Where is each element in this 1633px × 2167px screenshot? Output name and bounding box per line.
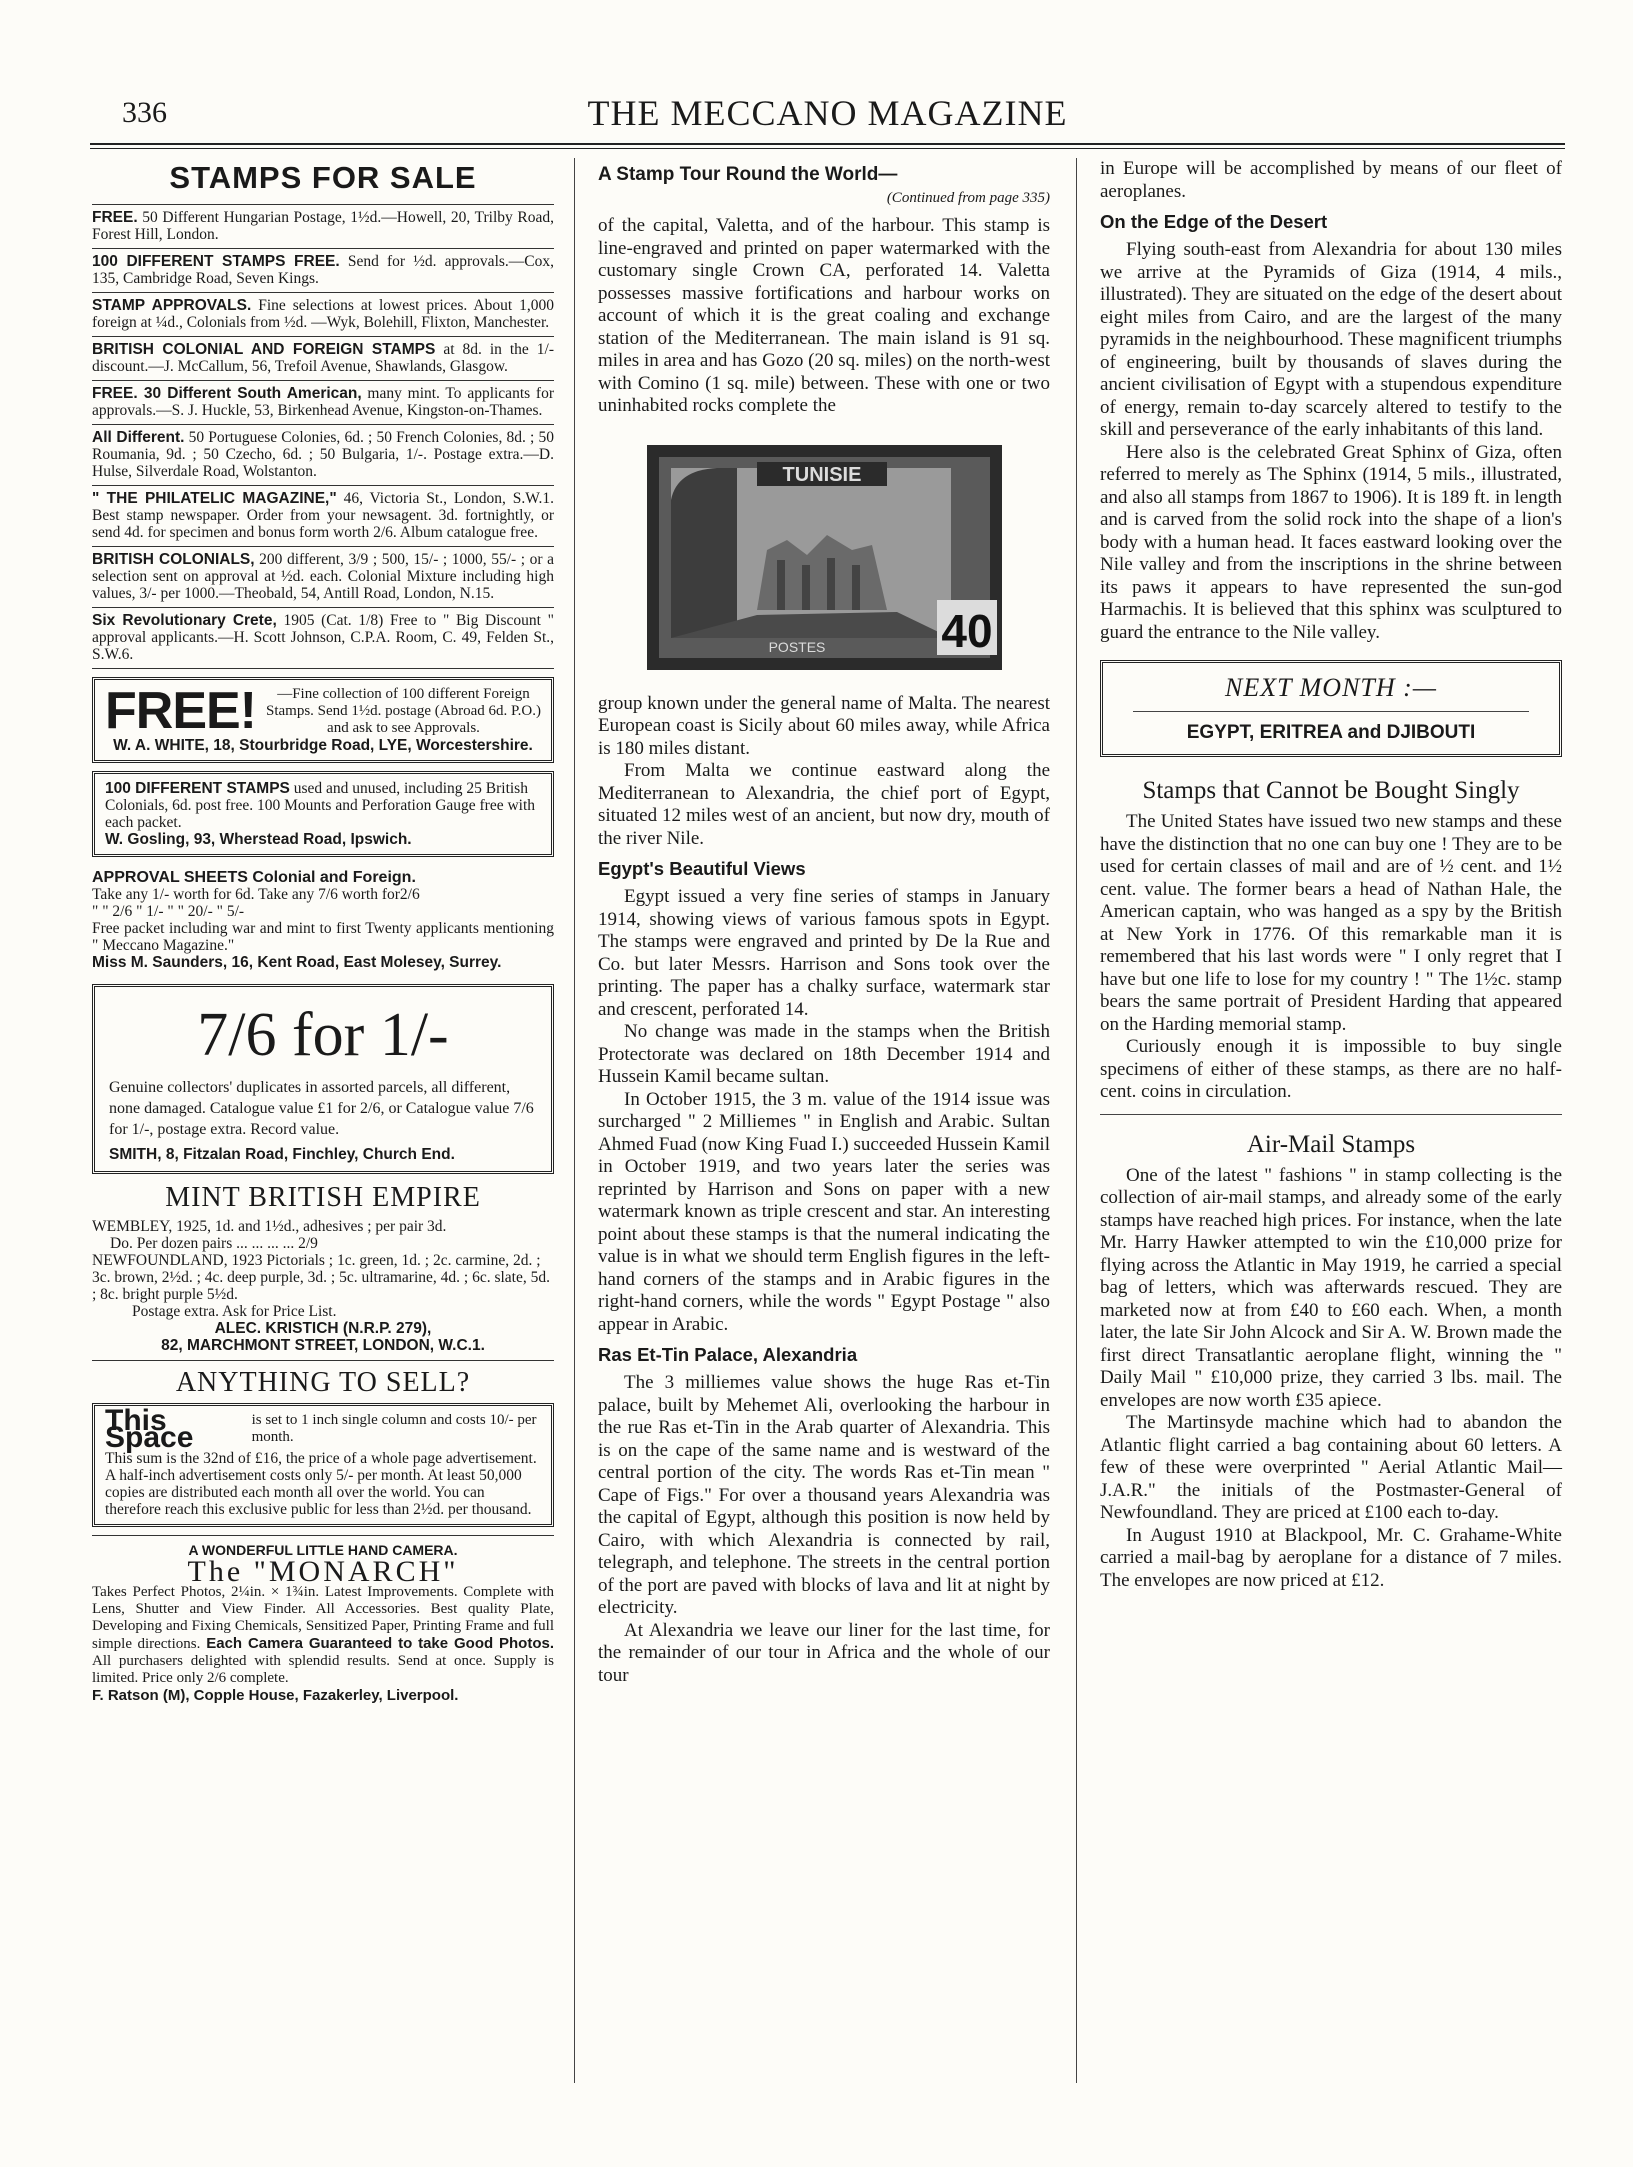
camera-title: The "MONARCH": [187, 1555, 459, 1588]
stamps-for-sale-title: STAMPS FOR SALE: [169, 160, 477, 195]
this-space-text: This sum is the 32nd of £16, the price of a whole page advertisement. A half-inch advertisement costs only 5/- per month. At least 50,000 copies are distributed each month all over the world. You can therefore reach this exclusive public for less than 2½d. per thousand.: [105, 1450, 537, 1518]
camera-address: F. Ratson (M), Copple House, Fazakerley, Liverpool.: [92, 1687, 459, 1704]
monarch-camera-ad: [92, 1535, 554, 1704]
mint-line: NEWFOUNDLAND, 1923 Pictorials ; 1c. green, 1d. ; 2c. carmine, 2d. ; 3c. brown, 2½d. ; 4c. deep purple, 3d. ; 5c. ultramarine, 4d. ; 6c. slate, 5d. ; 8c. bright purple 5½d.: [92, 1252, 550, 1303]
article-paragraph: From Malta we continue eastward along the Mediterranean to Alexandria, the chief port of Egypt, situated 12 miles west of an ancient, but now dry, mouth of the river Nile.: [598, 760, 1050, 849]
this-space-big: This Space: [105, 1404, 194, 1454]
seven-six-box-ad: [92, 984, 554, 1174]
ad-text: 200 different, 3/9 ; 500, 15/- ; 1000, 55/- ; or a selection sent on approval at ½d. each. Colonial Mixture including high values, 3/- per 1000.—Theobald, 54, Antill Road, London, N.15.: [92, 551, 554, 602]
stamp-top-text: TUNISIE: [782, 463, 861, 486]
approval-sheets-ad: [92, 865, 554, 976]
approval-line: " " 2/6 " 1/- " " 20/- " 5/-: [92, 903, 245, 920]
seven-six-headline: 7/6 for 1/-: [197, 1001, 449, 1069]
continued-note: (Continued from page 335): [886, 190, 1050, 206]
ad-lead: 100 DIFFERENT STAMPS: [105, 780, 290, 797]
ad-text: 50 Different Hungarian Postage, 1½d.—Howell, 20, Trilby Road, Forest Hill, London.: [92, 209, 554, 243]
ad-address: W. Gosling, 93, Wherstead Road, Ipswich.: [105, 831, 412, 848]
next-month-title: NEXT MONTH :—: [1133, 673, 1529, 712]
anything-title: ANYTHING TO SELL?: [175, 1367, 471, 1398]
ad-text: 46, Victoria St., London, S.W.1. Best stamp newspaper. Order from your newsagent. 3d. fortnightly, or send 4d. for specimen and bonus form worth 2/6. Album catalogue free.: [92, 490, 554, 541]
ad-text: many mint. To applicants for approvals.—S. J. Huckle, 53, Birkenhead Avenue, Kingston-on-Thames.: [92, 385, 554, 419]
ads-column: [92, 158, 554, 1704]
this-space-side: is set to 1 inch single column and costs 10/- per month.: [251, 1412, 537, 1445]
section-rule: [1100, 1114, 1562, 1115]
header-rule: [90, 143, 1565, 149]
stamp-bottom-text: POSTES: [768, 638, 825, 655]
camera-text: Takes Perfect Photos, 2¼in. × 1¾in. Latest Improvements. Complete with Lens, Shutter and View Finder. All Accessories. Best quality Plate, Developing and Fixing Chemicals, Sensitized Paper, Printing Frame and full simple directions.: [92, 1584, 554, 1652]
free-big-text: FREE!: [105, 682, 256, 740]
approval-line: Free packet including war and mint to first Twenty applicants mentioning " Meccano Magazine.": [92, 920, 554, 954]
camera-kicker: A WONDERFUL LITTLE HAND CAMERA.: [188, 1542, 458, 1558]
next-month-subtitle: EGYPT, ERITREA and DJIBOUTI: [1186, 722, 1476, 743]
ad-lead: STAMP APPROVALS.: [92, 297, 252, 314]
seven-six-text: Genuine collectors' duplicates in assorted parcels, all different, none damaged. Catalogue value £1 for 2/6, or Catalogue value 7/6 for 1/-, postage extra. Record value.: [109, 1079, 534, 1138]
ad-text: used and unused, including 25 British Colonials, 6d. post free. 100 Mounts and Perforation Gauge free with each packet.: [105, 780, 536, 831]
article-paragraph: One of the latest " fashions " in stamp collecting is the collection of air-mail stamps, and already some of the early stamps have reached high prices. For instance, when the late Mr. Harry Hawker attempted to win the £10,000 prize for flying across the Atlantic in May 1919, he carried a special bag of letters, which was afterwards rescued. They are marketed now at from £40 to £60 each. When, a month later, the late Sir John Alcock and Sir A. W. Brown made the first direct Transatlantic aeroplane flight, winning the " Daily Mail " £10,000 prize, they carried 3 lbs. mail. The envelopes are now worth £35 apiece.: [1100, 1164, 1562, 1411]
classified-ad: [92, 292, 554, 336]
article-subheading: On the Edge of the Desert: [1100, 211, 1328, 232]
ad-lead: BRITISH COLONIALS,: [92, 551, 255, 568]
classified-ad: [92, 336, 554, 380]
ad-text: Fine selections at lowest prices. About 1,000 foreign at ¼d., Colonials from ½d. —Wyk, Bolehill, Flixton, Manchester.: [92, 297, 554, 331]
mint-line: Do. Per dozen pairs ... ... ... ... 2/9: [110, 1235, 318, 1252]
mint-title: MINT BRITISH EMPIRE: [165, 1182, 481, 1213]
ad-lead: All Different.: [92, 429, 185, 446]
classified-ad: [92, 248, 554, 292]
classified-ad: [92, 380, 554, 424]
article-paragraph: At Alexandria we leave our liner for the last time, for the remainder of our tour in Africa and the whole of our tour: [598, 1619, 1050, 1686]
mint-line: 82, MARCHMONT STREET, LONDON, W.C.1.: [161, 1337, 485, 1354]
article-paragraph: Flying south-east from Alexandria for about 130 miles we arrive at the Pyramids of Giza (1914, 4 mils., illustrated). They are situated on the edge of the desert about eight miles from Cairo, and are the largest of the many pyramids in the neighbourhood. These magnificent triumphs of engineering, built by thousands of slaves during the ancient civilisation of Egypt with a stupendous expenditure of energy, remain to-day scarcely altered to testify to the skill and perseverance of the early inhabitants of this land.: [1100, 239, 1562, 440]
classified-ad: [92, 607, 554, 669]
classified-ad: [92, 204, 554, 248]
column-divider: [574, 158, 575, 2083]
classified-ad: [92, 546, 554, 607]
article-paragraph: Here also is the celebrated Great Sphinx of Giza, often referred to merely as The Sphinx (1914, 5 mils., illustrated, and also all stamps from 1867 to 1906). It is 189 ft. in length and is carved from the solid rock into the shape of a lion's body with a human head. It faces eastward looking over the Nile valley and from the inscriptions in the shrine between its paws it appears to have represented the sun-god Harmachis. It is believed that this sphinx was sculptured to guard the entrance to the Nile valley.: [1100, 441, 1562, 643]
tunisie-stamp-illustration: [637, 440, 1012, 675]
article-subheading: Egypt's Beautiful Views: [598, 858, 806, 879]
article-paragraph: Curiously enough it is impossible to buy single specimens of either of these stamps, as there are no half-cent. coins in circulation.: [1100, 1036, 1562, 1102]
ad-text: 1905 (Cat. 1/8) Free to " Big Discount " approval applicants.—H. Scott Johnson, C.P.A. Room, C. 49, Felden St., S.W.6.: [92, 612, 554, 663]
approval-line: Take any 1/- worth for 6d. Take any 7/6 worth for2/6: [92, 886, 420, 903]
article-paragraph: Egypt issued a very fine series of stamps in January 1914, showing views of various famous spots in Egypt. The stamps were engraved and printed by De la Rue and Co. but later Messrs. Harrison and Sons took over the printing. The paper has a chalky surface, watermark star and crescent, perforated 14.: [598, 886, 1050, 1020]
approval-address: Miss M. Saunders, 16, Kent Road, East Molesey, Surrey.: [92, 954, 502, 971]
stamp-value: 40: [940, 604, 993, 657]
next-month-box: [1100, 660, 1562, 757]
article-subheading: Ras Et-Tin Palace, Alexandria: [598, 1344, 858, 1365]
column-divider: [1076, 158, 1077, 2083]
ad-lead: 100 DIFFERENT STAMPS FREE.: [92, 253, 340, 270]
ad-text: 50 Portuguese Colonies, 6d. ; 50 French Colonies, 8d. ; 50 Roumania, 9d. ; 50 Czecho, 6d. ; 50 Bulgaria, 1/-. Postage extra.—D. Hulse, Silverdale Road, Wolstanton.: [92, 429, 554, 480]
article-paragraph: No change was made in the stamps when the British Protectorate was declared on 18th December 1914 and Hussein Kamil became sultan.: [598, 1021, 1050, 1087]
classified-ad: [92, 485, 554, 546]
approval-lead: APPROVAL SHEETS Colonial and Foreign.: [92, 869, 416, 886]
article-paragraph: in Europe will be accomplished by means of our fleet of aeroplanes.: [1100, 158, 1562, 202]
article-column-middle: [598, 158, 1050, 1687]
free-ad-address: W. A. WHITE, 18, Stourbridge Road, LYE, Worcestershire.: [113, 737, 533, 754]
magazine-title: THE MECCANO MAGAZINE: [587, 93, 1068, 133]
camera-guarantee: Each Camera Guaranteed to take Good Photos.: [200, 1635, 555, 1652]
article-paragraph: of the capital, Valetta, and of the harbour. This stamp is line-engraved and printed on paper watermarked with the customary single Crown CA, perforated 14. Valetta possesses massive fortifications and harbour works on account of which it is the great coaling and exchange station of the Mediterranean. The main island is 91 sq. miles in area and has Gozo (20 sq. miles) on the north-west with Comino (1 sq. mile) between. These with one or two uninhabited rocks complete the: [598, 215, 1050, 416]
classified-ad: [92, 424, 554, 485]
free-ad-text: —Fine collection of 100 different Foreign Stamps. Send 1½d. postage (Abroad 6d. P.O.) and ask to see Approvals.: [266, 686, 541, 736]
article-heading: A Stamp Tour Round the World—: [598, 164, 898, 185]
section-heading: Stamps that Cannot be Bought Singly: [1142, 777, 1520, 804]
ad-lead: FREE. 30 Different South American,: [92, 385, 362, 402]
ad-lead: FREE.: [92, 209, 138, 226]
mint-line: WEMBLEY, 1925, 1d. and 1½d., adhesives ; per pair 3d.: [92, 1218, 447, 1235]
article-paragraph: In August 1910 at Blackpool, Mr. C. Grahame-White carried a mail-bag by aeroplane for a distance of 7 miles. The envelopes are now priced at £12.: [1100, 1524, 1562, 1591]
article-paragraph: The Martinsyde machine which had to abandon the Atlantic flight carried a bag containing about 60 letters. A few of these were overprinted " Aerial Atlantic Mail—J.A.R." the initials of the Postmaster-General of Newfoundland. They are priced at £100 each to-day.: [1100, 1412, 1562, 1523]
section-heading: Air-Mail Stamps: [1246, 1130, 1416, 1158]
ad-lead: Six Revolutionary Crete,: [92, 612, 277, 629]
seven-six-address: SMITH, 8, Fitzalan Road, Finchley, Church End.: [109, 1146, 455, 1163]
ad-lead: BRITISH COLONIAL AND FOREIGN STAMPS: [92, 341, 436, 358]
free-box-ad: [92, 677, 554, 763]
hundred-stamps-box-ad: [92, 771, 554, 857]
camera-text-2: All purchasers delighted with splendid results. Send at once. Supply is limited. Price only 2/6 complete.: [92, 1653, 554, 1686]
page-header: [90, 88, 1565, 148]
mint-british-empire-ad: [92, 1182, 554, 1354]
article-column-right: [1100, 158, 1562, 1592]
article-paragraph: In October 1915, the 3 m. value of the 1914 issue was surcharged " 2 Milliemes " in English and Arabic. Sultan Ahmed Fuad (now King Fuad I.) succeeded Hussein Kamil in October 1919, and two years later the series was reprinted by Harrison and Sons on paper with a new watermark known as triple crescent and star. An interesting point about these stamps is that the numeral indicating the value is in what we should term English figures in the left-hand corners of the stamps and in Arabic figures in the right-hand corners, while the words " Egypt Postage " also appear in Arabic.: [598, 1088, 1050, 1335]
anything-to-sell-ad: [92, 1360, 554, 1527]
ad-text: Send for ½d. approvals.—Cox, 135, Cambridge Road, Seven Kings.: [92, 253, 554, 287]
page-number: 336: [122, 96, 167, 129]
article-paragraph: group known under the general name of Malta. The nearest European coast is Sicily about 60 miles away, while Africa is 180 miles distant.: [598, 692, 1050, 759]
mint-line: ALEC. KRISTICH (N.R.P. 279),: [214, 1320, 432, 1337]
article-paragraph: The 3 milliemes value shows the huge Ras et-Tin palace, built by Mehemet Ali, overlooking the harbour in the rue Ras et-Tin in the Arab quarter of Alexandria. This is on the cape of the same name and is westward of the central portion of the city. The words Ras et-Tin mean " Cape of Figs." For over a thousand years Alexandria was the capital of Egypt, although this position is now held by Cairo, with which Alexandria is connected by rail, telegraph, and telephone. The streets in the central portion of the port are paved with blocks of lava and lit at night by electricity.: [598, 1372, 1050, 1618]
ad-text: at 8d. in the 1/- discount.—J. McCallum, 56, Trefoil Avenue, Shawlands, Glasgow.: [92, 341, 554, 375]
ad-lead: " THE PHILATELIC MAGAZINE,": [92, 490, 337, 507]
mint-line: Postage extra. Ask for Price List.: [132, 1303, 337, 1320]
article-paragraph: The United States have issued two new stamps and these have the distinction that no one can buy one ! They are to be used for certain classes of mail and are of ½ cent. and 1½ cent. value. The former bears a head of Nathan Hale, the American captain, who was hanged as a spy by the British at New York in 1776. Of this remarkable man it is remembered that his last words were " I only regret that I have but one life to lose for my country ! " The 1½c. stamp bears the same portrait of President Harding that appeared on the Harding memorial stamp.: [1100, 811, 1562, 1035]
